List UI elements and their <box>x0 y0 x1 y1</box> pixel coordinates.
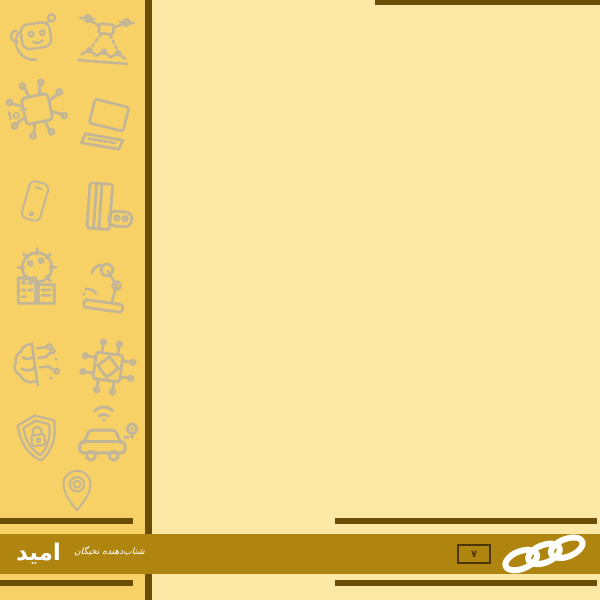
ai-brain-icon <box>1 330 72 396</box>
top-accent-rule <box>375 0 600 5</box>
brand-name: امید <box>16 540 61 566</box>
robot-icon <box>4 5 66 70</box>
svg-text:IoT: IoT <box>6 105 30 124</box>
smartphone-icon <box>4 163 66 239</box>
drone-icon <box>67 9 143 74</box>
sidebar-icon-strip <box>0 0 145 600</box>
smart-car-icon <box>74 398 142 468</box>
location-pin-icon <box>54 460 100 520</box>
iot-chip-icon <box>0 70 75 148</box>
omid-swoosh-logo-icon <box>502 529 586 577</box>
vertical-divider-rule <box>145 0 152 600</box>
footer-bar <box>0 534 600 574</box>
robotic-arm-icon <box>69 242 141 326</box>
footer-accent-rule <box>335 518 597 524</box>
cpu-chip-icon <box>72 330 145 404</box>
brand-tagline: شتاب‌دهنده نخبگان <box>74 547 145 557</box>
page-number-badge <box>457 544 491 564</box>
game-console-icon <box>70 174 144 243</box>
content-area <box>152 0 600 600</box>
smart-city-icon <box>5 244 69 312</box>
page-number: ۷ <box>470 548 478 560</box>
footer-accent-rule <box>0 518 133 524</box>
footer-accent-rule <box>335 580 597 586</box>
footer-accent-rule <box>0 580 133 586</box>
laptop-icon <box>74 95 138 157</box>
